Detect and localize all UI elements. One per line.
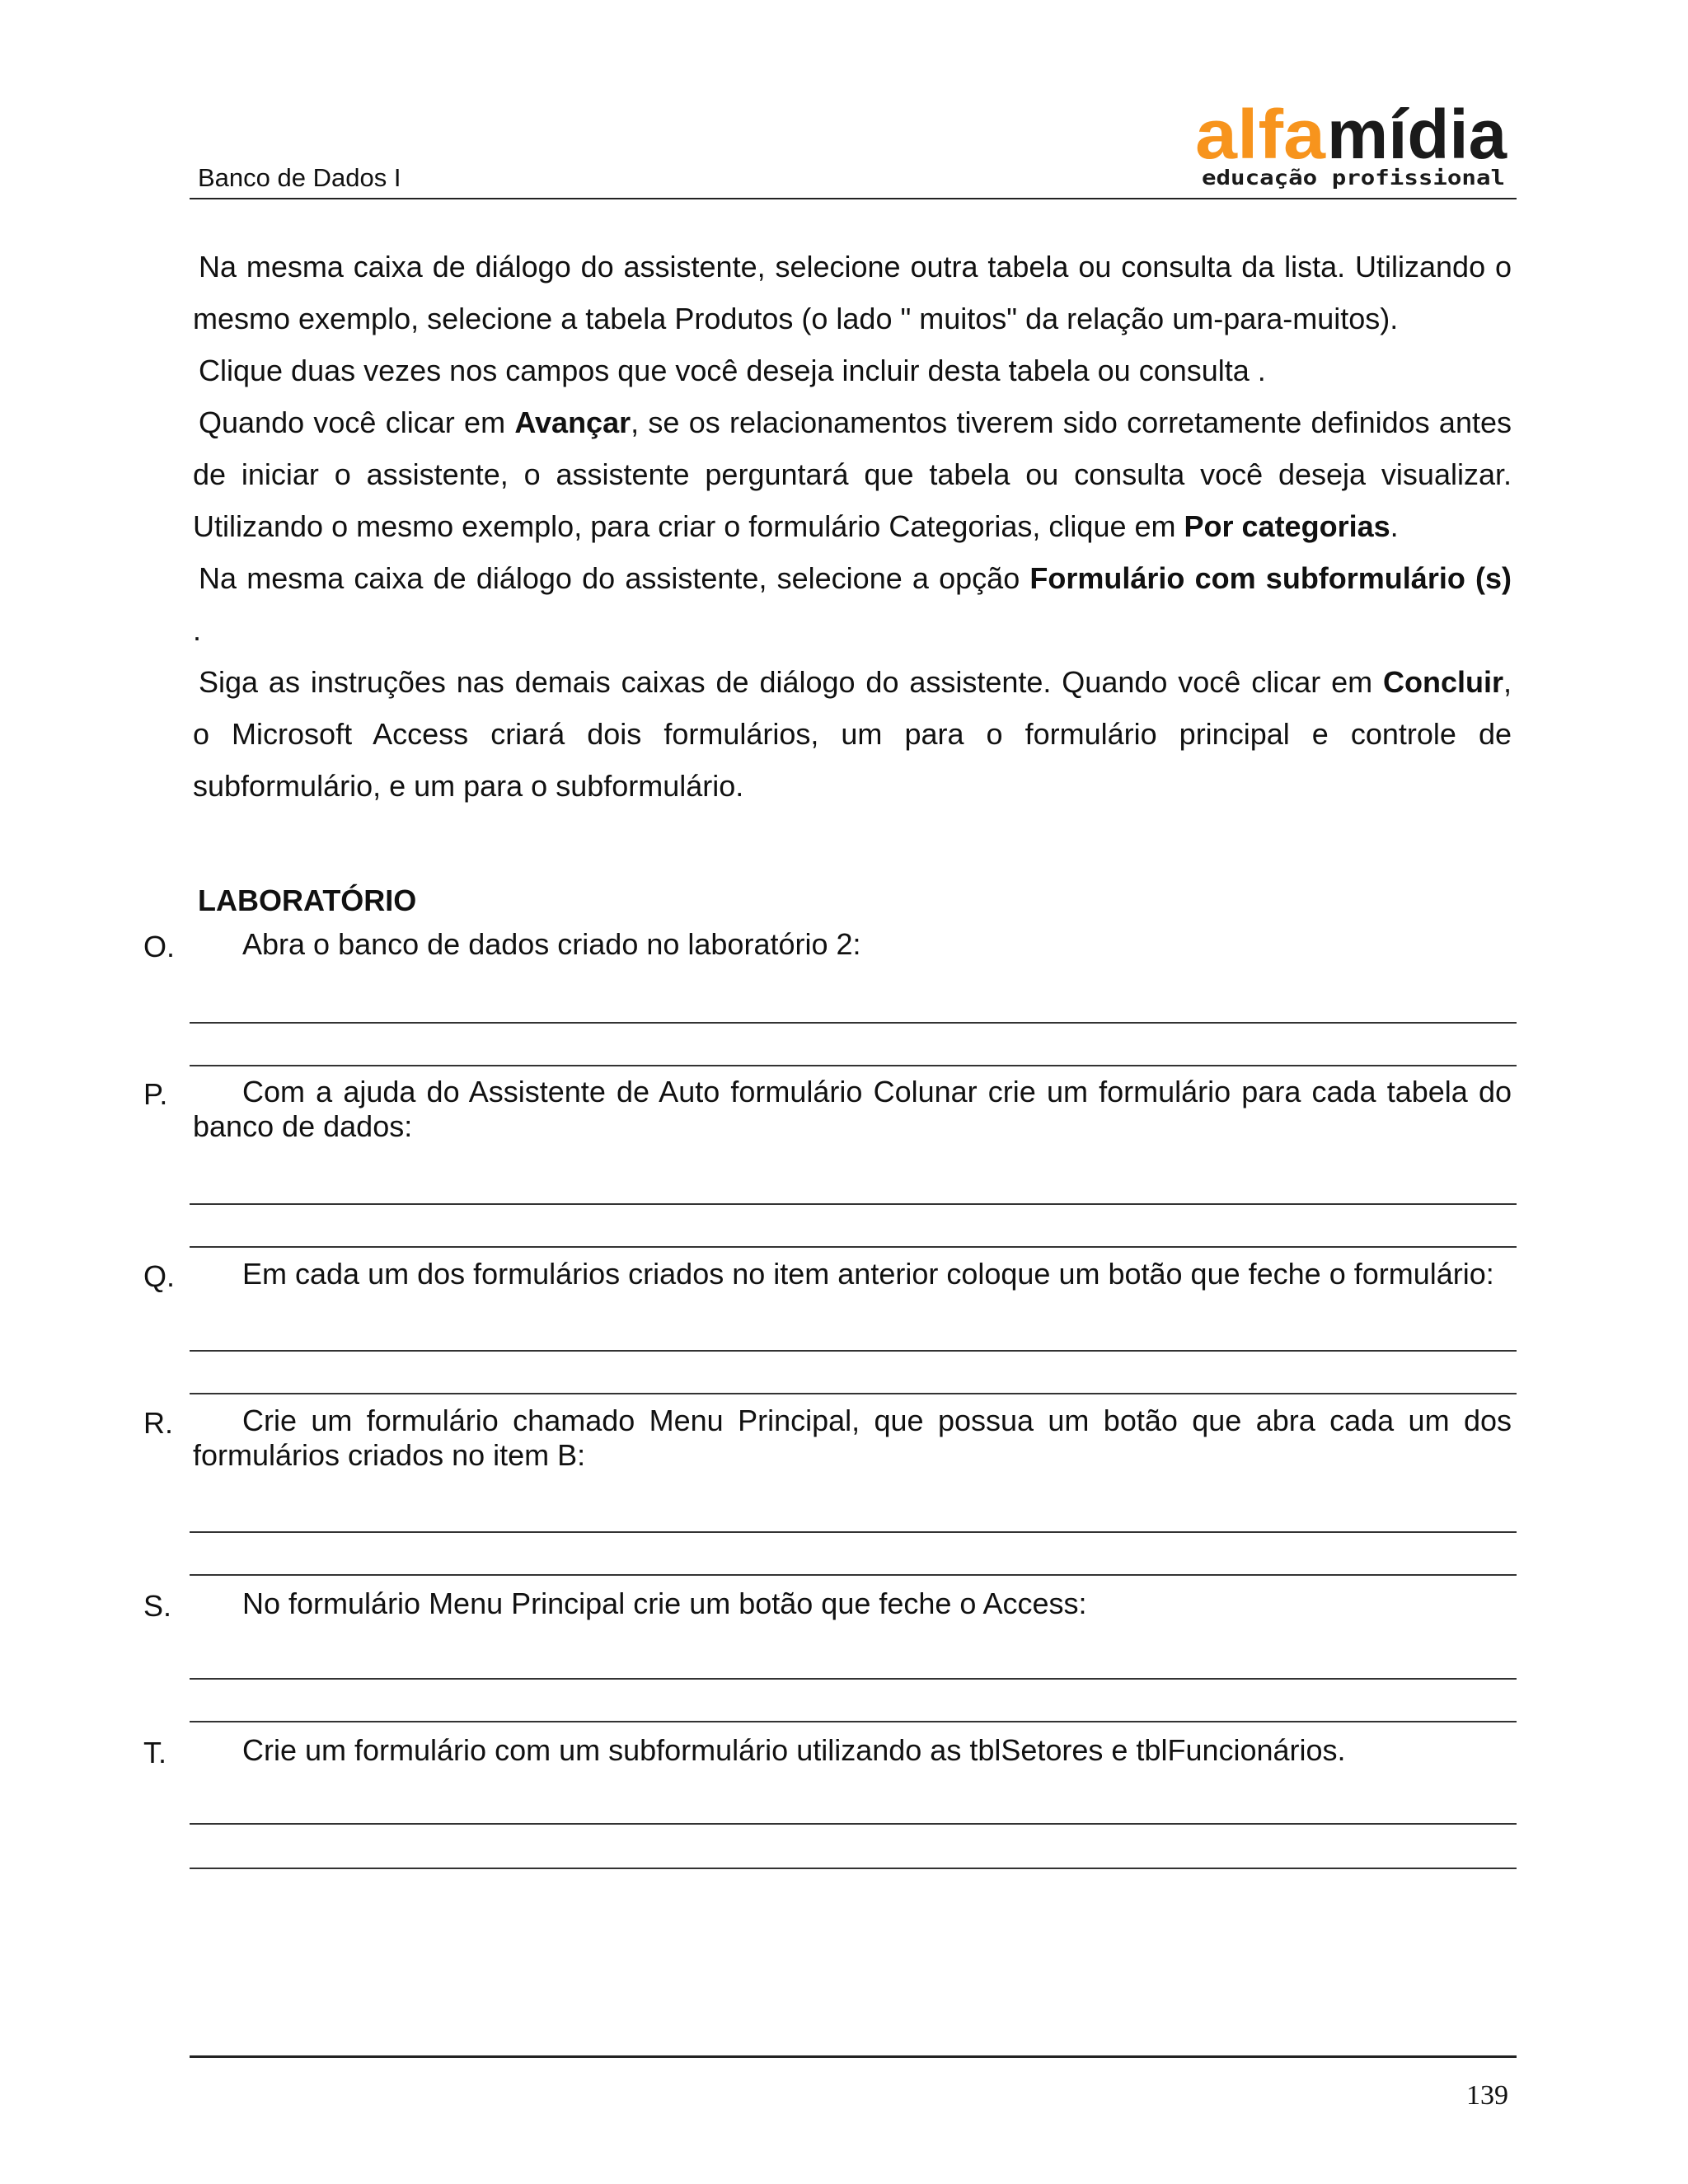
- footer-rule: [190, 2055, 1517, 2058]
- logo-tagline: educação profissional: [1202, 166, 1505, 190]
- lab-item-letter: T.: [143, 1736, 167, 1769]
- lab-item-text: Com a ajuda do Assistente de Auto formulário Colunar crie um formulário para cada tabela do: [242, 1075, 1512, 1108]
- paragraph-1: [193, 241, 1512, 344]
- header-title: Banco de Dados I: [198, 163, 401, 192]
- paragraph-3: [193, 396, 1512, 552]
- lab-item-text: Abra o banco de dados criado no laboratório 2:: [242, 927, 861, 961]
- paragraph-5-line-1: Siga as instruções nas demais caixas de diálogo do assistente. Quando você clicar em Concluir,: [199, 665, 1512, 699]
- lab-item-letter: R.: [143, 1406, 173, 1440]
- lab-item-text: Crie um formulário chamado Menu Principal, que possua um botão que abra cada um dos: [242, 1404, 1512, 1437]
- header-rule: [190, 198, 1517, 199]
- paragraph-1-line-2: mesmo exemplo, selecione a tabela Produtos (o lado " muitos" da relação um-para-muitos).: [193, 302, 1399, 335]
- paragraph-4: [193, 552, 1512, 656]
- lab-item-text: Crie um formulário com um subformulário utilizando as tblSetores e tblFuncionários.: [242, 1733, 1346, 1767]
- paragraph-4-line-1: Na mesma caixa de diálogo do assistente, selecione a opção Formulário com subformulário (s): [199, 561, 1512, 595]
- page-number: 139: [1466, 2080, 1508, 2111]
- answer-line[interactable]: [190, 1868, 1517, 1869]
- paragraph-5: [193, 656, 1512, 812]
- answer-line[interactable]: [190, 1574, 1517, 1576]
- paragraph-2: [193, 344, 1512, 396]
- paragraph-4-line-2: .: [193, 613, 202, 647]
- answer-line[interactable]: [190, 1065, 1517, 1066]
- paragraph-1-line-1: Na mesma caixa de diálogo do assistente, selecione outra tabela ou consulta da lista. Utilizando o: [199, 250, 1512, 284]
- answer-line[interactable]: [190, 1022, 1517, 1024]
- lab-item-text-continued: formulários criados no item B:: [193, 1438, 586, 1472]
- answer-line[interactable]: [190, 1393, 1517, 1394]
- lab-item-letter: O.: [143, 930, 176, 963]
- paragraph-5-line-2: o Microsoft Access criará dois formulários, um para o formulário principal e controle de: [193, 717, 1512, 751]
- paragraph-3-line-2: de iniciar o assistente, o assistente perguntará que tabela ou consulta você deseja visualizar.: [193, 457, 1512, 491]
- paragraph-2-line-1: Clique duas vezes nos campos que você deseja incluir desta tabela ou consulta .: [199, 354, 1266, 387]
- lab-title: LABORATÓRIO: [198, 883, 417, 917]
- answer-line[interactable]: [190, 1203, 1517, 1205]
- lab-item-letter: P.: [143, 1077, 168, 1111]
- answer-line[interactable]: [190, 1531, 1517, 1533]
- answer-line[interactable]: [190, 1823, 1517, 1825]
- logo-brand-dark: mídia: [1327, 97, 1508, 173]
- paragraph-3-line-1: Quando você clicar em Avançar, se os relacionamentos tiverem sido corretamente definidos antes: [199, 405, 1512, 439]
- lab-item-text: Em cada um dos formulários criados no item anterior coloque um botão que feche o formulário:: [242, 1257, 1494, 1291]
- lab-item-letter: S.: [143, 1589, 172, 1623]
- answer-line[interactable]: [190, 1350, 1517, 1352]
- paragraph-3-line-3: Utilizando o mesmo exemplo, para criar o formulário Categorias, clique em Por categorias.: [193, 509, 1399, 543]
- answer-line[interactable]: [190, 1721, 1517, 1722]
- lab-item-text: No formulário Menu Principal crie um botão que feche o Access:: [242, 1586, 1087, 1620]
- paragraph-5-line-3: subformulário, e um para o subformulário.: [193, 769, 744, 803]
- lab-item-text-continued: banco de dados:: [193, 1109, 413, 1143]
- lab-item-letter: Q.: [143, 1259, 176, 1293]
- logo-brand-orange: alfa: [1195, 97, 1327, 173]
- answer-line[interactable]: [190, 1678, 1517, 1680]
- answer-line[interactable]: [190, 1246, 1517, 1248]
- alfamidia-logo: [1195, 97, 1508, 194]
